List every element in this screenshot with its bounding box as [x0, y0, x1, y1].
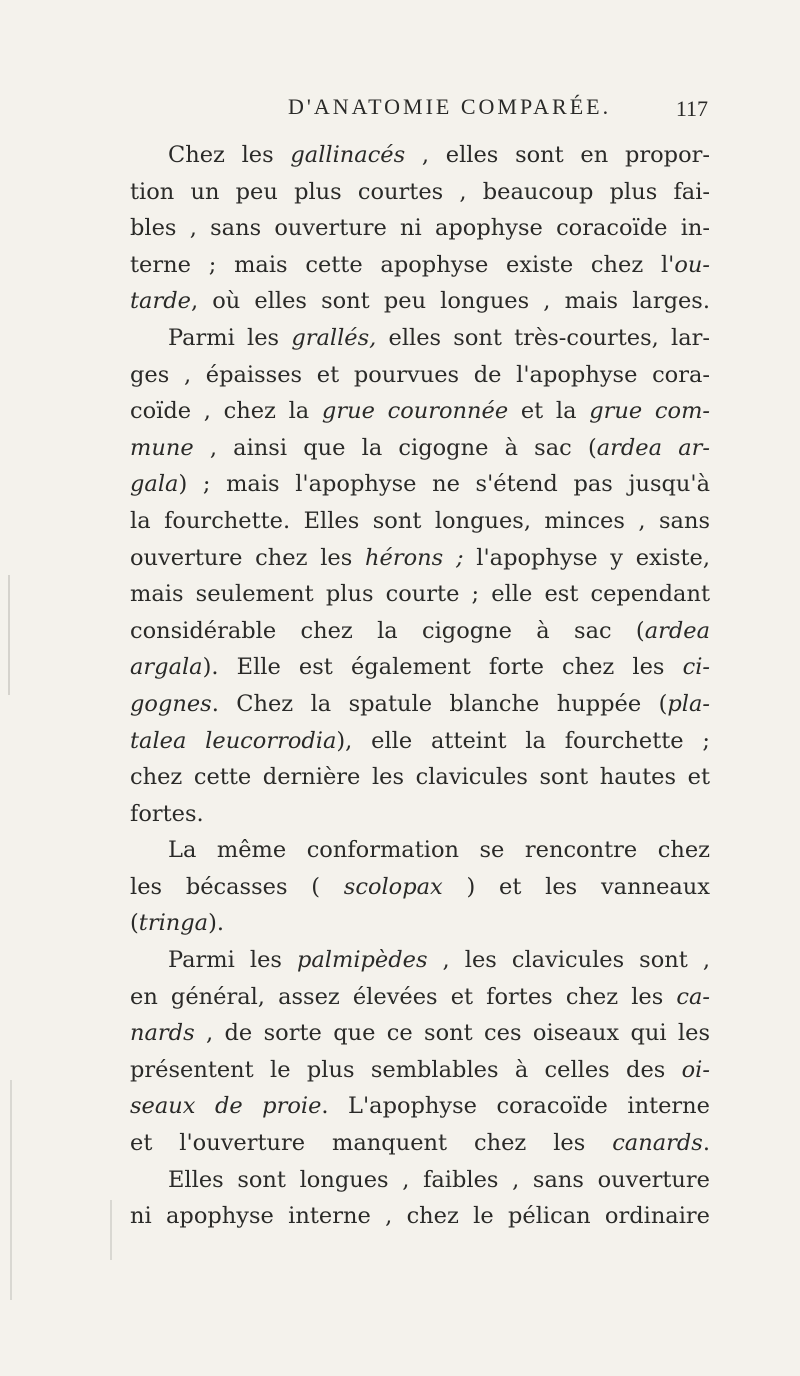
text-segment: ges , épaisses et pourvues de l'apophyse cora- [130, 361, 710, 388]
text-line [130, 283, 710, 320]
italic-text: grallés, [291, 324, 377, 351]
text-segment: la fourchette. Elles sont longues, minces , sans [130, 507, 710, 534]
text-line [130, 393, 710, 430]
text-segment: considérable chez la cigogne à sac ( [130, 617, 645, 644]
text-line [130, 942, 710, 979]
text-line [130, 905, 710, 942]
italic-text: mune [130, 434, 194, 461]
text-line [130, 1088, 710, 1125]
text-line [130, 174, 710, 211]
text-segment: La même conformation se rencontre chez [168, 837, 710, 864]
text-segment: . [702, 1130, 710, 1157]
italic-text: seaux de proie [130, 1093, 322, 1120]
text-line [130, 430, 710, 467]
text-line [130, 1015, 710, 1052]
text-segment: en général, assez élevées et fortes chez les [130, 983, 677, 1010]
italic-text: argala [130, 654, 203, 681]
text-line [130, 210, 710, 247]
scan-margin-mark [110, 1200, 112, 1260]
text-segment: , où elles sont peu longues , mais larges. [190, 288, 710, 315]
text-line [130, 979, 710, 1016]
scan-margin-mark [10, 1080, 12, 1300]
text-line [130, 503, 710, 540]
text-segment: mais seulement plus courte ; elle est cependant [130, 581, 710, 608]
italic-text: oi- [681, 1056, 710, 1083]
text-segment: ). [208, 910, 225, 937]
text-segment: , elles sont en propor- [405, 142, 710, 168]
italic-text: ca- [676, 983, 710, 1010]
italic-text: tringa [138, 910, 209, 937]
text-segment: . L'apophyse coracoïde interne [321, 1093, 710, 1120]
italic-text: ardea [644, 617, 710, 644]
text-segment: ) ; mais l'apophyse ne s'étend pas jusqu'à [178, 471, 710, 498]
text-segment: présentent le plus semblables à celles des [130, 1056, 682, 1083]
text-segment: ( [130, 910, 139, 937]
italic-text: gala [130, 471, 179, 498]
italic-text: palmipèdes [296, 947, 428, 974]
text-segment: tion un peu plus courtes , beaucoup plus fai- [130, 178, 710, 205]
text-segment: coïde , chez la [130, 398, 322, 425]
body-text [130, 137, 710, 1235]
text-line [130, 869, 710, 906]
text-line [130, 723, 710, 760]
text-segment: bles , sans ouverture ni apophyse coracoïde in- [130, 215, 710, 242]
text-segment: l'apophyse y existe, [463, 544, 710, 571]
text-line [130, 686, 710, 723]
text-segment: ni apophyse interne , chez le pélican ordinaire [130, 1203, 710, 1230]
text-segment: elles sont très-courtes, lar- [376, 324, 710, 351]
italic-text: tarde [130, 288, 191, 315]
text-line [130, 1052, 710, 1089]
text-segment: . Chez la spatule blanche huppée ( [211, 690, 668, 717]
text-segment: ), elle atteint la fourchette ; [336, 727, 710, 754]
italic-text: ardea ar- [596, 434, 710, 461]
italic-text: canards [612, 1130, 703, 1157]
italic-text: talea leucorrodia [130, 727, 337, 754]
text-line [130, 832, 710, 869]
scan-margin-mark [8, 575, 10, 695]
italic-text: pla- [667, 690, 710, 717]
text-segment: , de sorte que ce sont ces oiseaux qui les [194, 1020, 710, 1047]
text-line [130, 247, 710, 284]
text-segment: ). Elle est également forte chez les [202, 654, 683, 681]
text-segment: ) et les vanneaux [442, 873, 710, 900]
italic-text: ci- [682, 654, 710, 681]
text-line [130, 576, 710, 613]
text-segment: , les clavicules sont , [427, 947, 710, 974]
text-line [130, 1162, 710, 1199]
text-segment: et l'ouverture manquent chez les [130, 1130, 613, 1157]
text-line [130, 796, 710, 833]
italic-text: ou- [674, 251, 710, 278]
text-line [130, 613, 710, 650]
text-segment: ouverture chez les [130, 544, 366, 571]
page-header [288, 94, 708, 130]
text-segment: et la [508, 398, 590, 425]
italic-text: nards [130, 1020, 195, 1047]
page-number: 117 [675, 96, 708, 121]
text-line [130, 540, 710, 577]
text-line [130, 357, 710, 394]
text-line [130, 320, 710, 357]
text-segment: Parmi les [168, 324, 292, 351]
italic-text: hérons ; [365, 544, 464, 571]
italic-text: gognes [130, 690, 212, 717]
text-segment: Parmi les [168, 947, 297, 974]
text-segment: terne ; mais cette apophyse existe chez l' [130, 251, 675, 278]
text-line [130, 759, 710, 796]
text-segment: les bécasses ( [130, 873, 344, 900]
text-segment: Elles sont longues , faibles , sans ouverture [168, 1166, 710, 1193]
text-line [130, 466, 710, 503]
text-segment: , ainsi que la cigogne à sac ( [193, 434, 597, 461]
italic-text: gallinacés [290, 142, 406, 168]
text-segment: chez cette dernière les clavicules sont hautes et [130, 764, 710, 791]
italic-text: scolopax [343, 873, 443, 900]
text-line [130, 137, 710, 174]
text-line [130, 649, 710, 686]
running-title: D'ANATOMIE COMPARÉE. [288, 94, 612, 119]
text-line [130, 1198, 710, 1235]
text-segment: fortes. [130, 800, 204, 827]
text-line [130, 1125, 710, 1162]
text-segment: Chez les [168, 142, 291, 168]
italic-text: grue couronnée [321, 398, 509, 425]
italic-text: grue com- [589, 398, 711, 425]
